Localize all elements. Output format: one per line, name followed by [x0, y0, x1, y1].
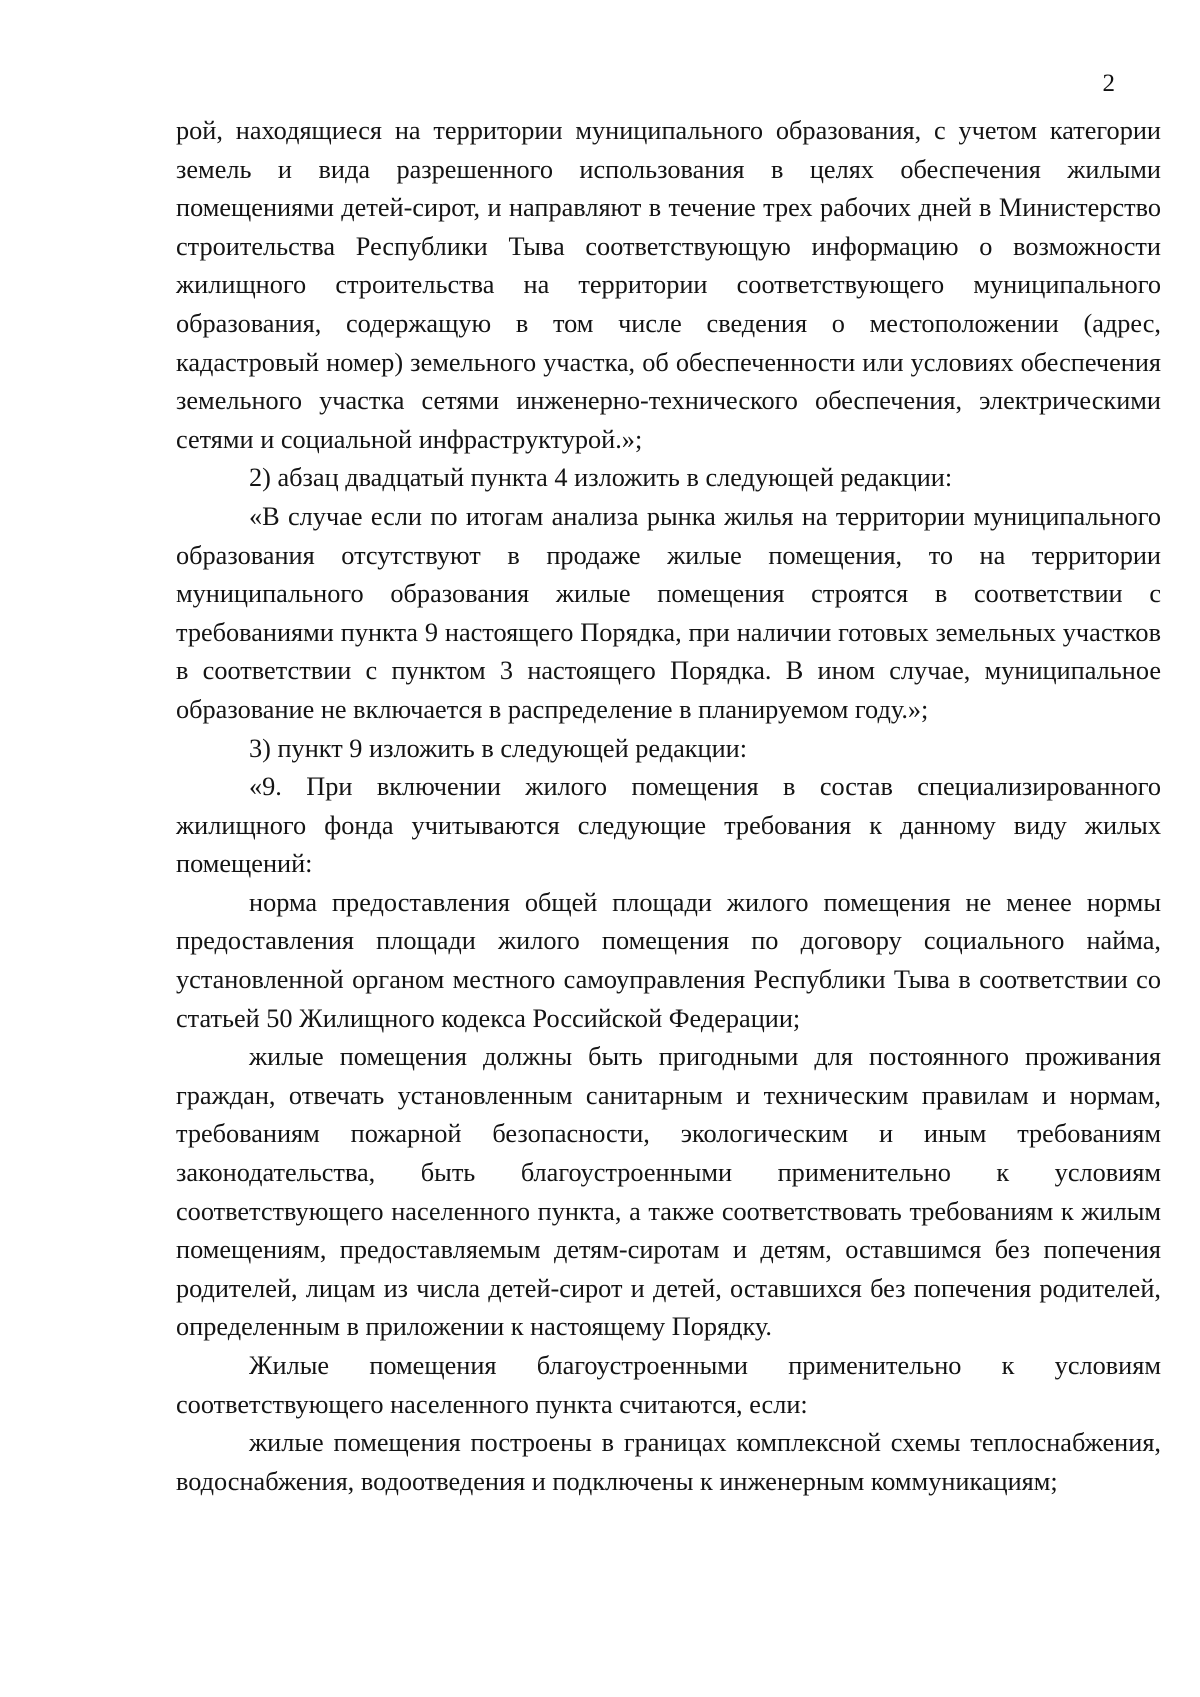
paragraph-amendment-3: 3) пункт 9 изложить в следующей редакции: — [249, 733, 748, 763]
paragraph-point-9: «9. При включении жилого помещения в состав специализированного жилищного фонда учитываются следующие требования к данному виду жилых помещений: — [176, 772, 1161, 879]
paragraph-utility-connections: жилые помещения построены в границах комплексной схемы теплоснабжения, водоснабжения, водоотведения и подключены к инженерным коммуникациям; — [176, 1428, 1161, 1496]
page-number: 2 — [1102, 70, 1115, 97]
paragraph-area-norm: норма предоставления общей площади жилого помещения не менее нормы предоставления площади жилого помещения по договору социального найма, установленной органом местного самоуправления Республики Тыва в соответствии со статьей 50 Жилищного кодекса Российской Федерации; — [176, 887, 1161, 1033]
paragraph-amendment-2: 2) абзац двадцатый пункта 4 изложить в следующей редакции: — [249, 463, 953, 493]
paragraph-quote-market-analysis: «В случае если по итогам анализа рынка жилья на территории муниципального образования отсутствуют в продаже жилые помещения, то на территории муниципального образования жилые помещения строятся в соответствии с требованиями пункта 9 настоящего Порядка, при наличии готовых земельных участков в соответствии с пунктом 3 настоящего Порядка. В ином случае, муниципальное образование не включается в распределение в планируемом году.»; — [176, 501, 1161, 724]
document-body — [176, 112, 1161, 1501]
paragraph-suitability: жилые помещения должны быть пригодными для постоянного проживания граждан, отвечать установленным санитарным и техническим правилам и нормам, требованиям пожарной безопасности, экологическим и иным требованиям законодательства, быть благоустроенными применительно к условиям соответствующего населенного пункта, а также соответствовать требованиям к жилым помещениям, предоставляемым детям-сиротам и детям, оставшимся без попечения родителей, лицам из числа детей-сирот и детей, оставшихся без попечения родителей, определенным в приложении к настоящему Порядку. — [176, 1042, 1161, 1342]
paragraph-continuation: рой, находящиеся на территории муниципального образования, с учетом категории земель и вида разрешенного использования в целях обеспечения жилыми помещениями детей-сирот, и направляют в течение трех рабочих дней в Министерство строительства Республики Тыва соответствующую информацию о возможности жилищного строительства на территории соответствующего муниципального образования, содержащую в том числе сведения о местоположении (адрес, кадастровый номер) земельного участка, об обеспеченности или условиях обеспечения земельного участка сетями инженерно-технического обеспечения, электрическими сетями и социальной инфраструктурой.»; — [176, 116, 1161, 454]
paragraph-amenities-definition: Жилые помещения благоустроенными применительно к условиям соответствующего населенного пункта считаются, если: — [176, 1351, 1161, 1419]
